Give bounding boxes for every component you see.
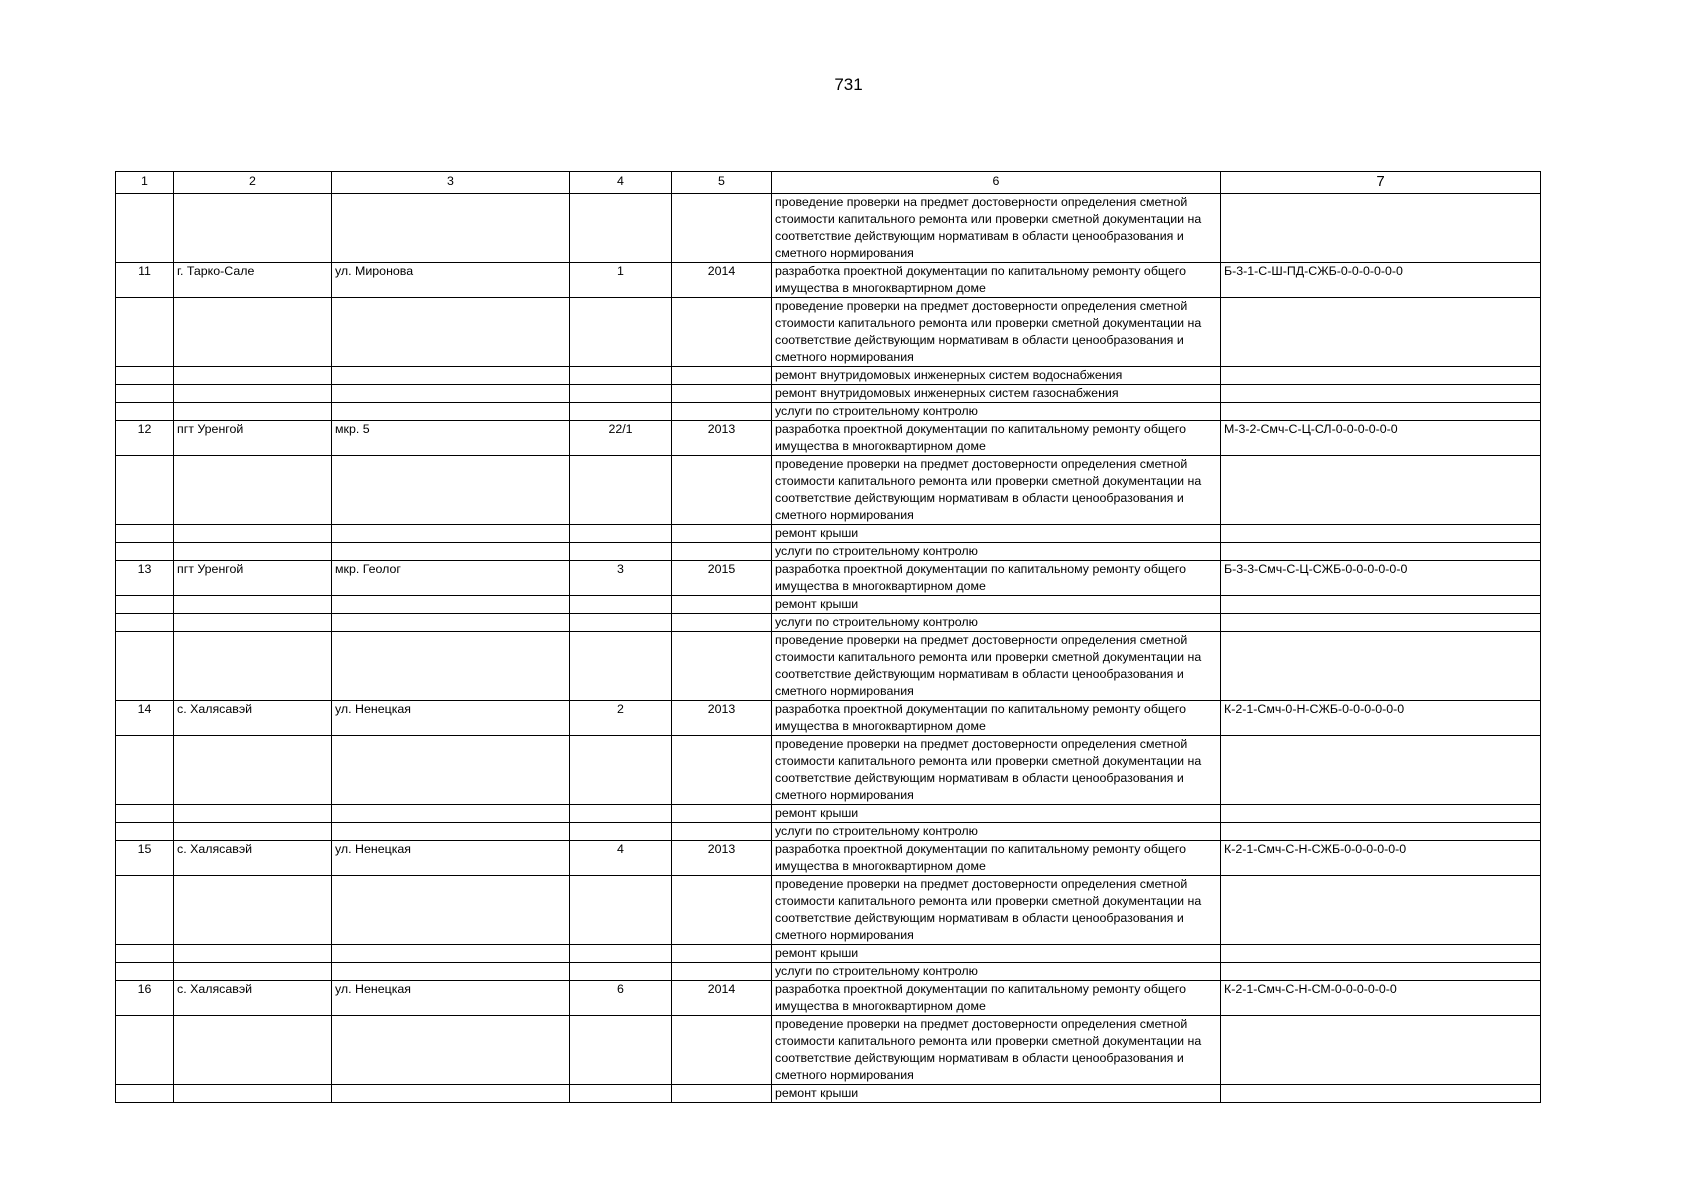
header-row <box>116 172 1541 194</box>
building-code-cell <box>1221 945 1541 963</box>
street-cell <box>332 385 570 403</box>
work-type-cell: проведение проверки на предмет достоверности определения сметной стоимости капитального ремонта или проверки сметной документации на соответствие действующим нормативам в области ценообразования и сметного нормирования <box>772 876 1221 945</box>
year-cell <box>672 614 772 632</box>
building-code-cell <box>1221 194 1541 263</box>
building-code-cell: М-3-2-Смч-С-Ц-СЛ-0-0-0-0-0-0 <box>1221 421 1541 456</box>
town-cell <box>174 367 332 385</box>
house-number-cell <box>570 596 672 614</box>
header-col-5: 5 <box>672 172 772 194</box>
street-cell <box>332 963 570 981</box>
house-number-cell <box>570 385 672 403</box>
year-cell <box>672 805 772 823</box>
row-number-cell <box>116 963 174 981</box>
work-type-cell: ремонт крыши <box>772 945 1221 963</box>
year-cell: 2015 <box>672 561 772 596</box>
building-code-cell <box>1221 876 1541 945</box>
town-cell <box>174 805 332 823</box>
work-type-cell: проведение проверки на предмет достоверности определения сметной стоимости капитального ремонта или проверки сметной документации на соответствие действующим нормативам в области ценообразования и сметного нормирования <box>772 1016 1221 1085</box>
table-row <box>116 823 1541 841</box>
house-number-cell <box>570 963 672 981</box>
year-cell: 2013 <box>672 841 772 876</box>
building-code-cell <box>1221 736 1541 805</box>
header-col-2: 2 <box>174 172 332 194</box>
year-cell <box>672 1085 772 1103</box>
work-type-cell: услуги по строительному контролю <box>772 543 1221 561</box>
work-type-cell: услуги по строительному контролю <box>772 614 1221 632</box>
street-cell <box>332 596 570 614</box>
street-cell <box>332 367 570 385</box>
table-row <box>116 385 1541 403</box>
house-number-cell <box>570 945 672 963</box>
street-cell: ул. Ненецкая <box>332 701 570 736</box>
building-code-cell <box>1221 805 1541 823</box>
table-row <box>116 403 1541 421</box>
town-cell <box>174 823 332 841</box>
work-type-cell: проведение проверки на предмет достоверности определения сметной стоимости капитального ремонта или проверки сметной документации на соответствие действующим нормативам в области ценообразования и сметного нормирования <box>772 298 1221 367</box>
street-cell <box>332 298 570 367</box>
building-code-cell <box>1221 632 1541 701</box>
house-number-cell <box>570 525 672 543</box>
house-number-cell: 6 <box>570 981 672 1016</box>
town-cell <box>174 736 332 805</box>
year-cell <box>672 367 772 385</box>
row-number-cell <box>116 632 174 701</box>
house-number-cell <box>570 367 672 385</box>
work-type-cell: разработка проектной документации по капитальному ремонту общего имущества в многоквартирном доме <box>772 421 1221 456</box>
town-cell <box>174 1016 332 1085</box>
house-number-cell: 2 <box>570 701 672 736</box>
town-cell: с. Халясавэй <box>174 841 332 876</box>
header-col-6: 6 <box>772 172 1221 194</box>
year-cell: 2014 <box>672 263 772 298</box>
work-type-cell: ремонт внутридомовых инженерных систем газоснабжения <box>772 385 1221 403</box>
town-cell: с. Халясавэй <box>174 701 332 736</box>
row-number-cell <box>116 876 174 945</box>
street-cell <box>332 403 570 421</box>
work-type-cell: ремонт крыши <box>772 596 1221 614</box>
table-row <box>116 701 1541 736</box>
building-code-cell <box>1221 456 1541 525</box>
town-cell: г. Тарко-Сале <box>174 263 332 298</box>
row-number-cell <box>116 596 174 614</box>
house-number-cell <box>570 876 672 945</box>
year-cell <box>672 298 772 367</box>
building-code-cell <box>1221 543 1541 561</box>
table-row <box>116 421 1541 456</box>
town-cell <box>174 596 332 614</box>
street-cell <box>332 736 570 805</box>
year-cell <box>672 823 772 841</box>
street-cell <box>332 1085 570 1103</box>
house-number-cell <box>570 614 672 632</box>
building-code-cell: Б-3-3-Смч-С-Ц-СЖБ-0-0-0-0-0-0 <box>1221 561 1541 596</box>
row-number-cell: 11 <box>116 263 174 298</box>
building-code-cell <box>1221 1085 1541 1103</box>
row-number-cell <box>116 298 174 367</box>
table-row <box>116 561 1541 596</box>
page-number: 731 <box>834 75 863 94</box>
row-number-cell <box>116 1085 174 1103</box>
street-cell <box>332 805 570 823</box>
house-number-cell <box>570 298 672 367</box>
building-code-cell <box>1221 298 1541 367</box>
work-type-cell: разработка проектной документации по капитальному ремонту общего имущества в многоквартирном доме <box>772 561 1221 596</box>
row-number-cell: 15 <box>116 841 174 876</box>
street-cell <box>332 456 570 525</box>
table-row <box>116 367 1541 385</box>
house-number-cell: 1 <box>570 263 672 298</box>
table-row <box>116 596 1541 614</box>
house-number-cell <box>570 1016 672 1085</box>
town-cell <box>174 385 332 403</box>
row-number-cell: 12 <box>116 421 174 456</box>
table-row <box>116 1085 1541 1103</box>
year-cell: 2013 <box>672 701 772 736</box>
town-cell <box>174 963 332 981</box>
town-cell: пгт Уренгой <box>174 561 332 596</box>
town-cell <box>174 1085 332 1103</box>
town-cell <box>174 194 332 263</box>
row-number-cell: 16 <box>116 981 174 1016</box>
building-code-cell <box>1221 385 1541 403</box>
house-number-cell <box>570 823 672 841</box>
work-type-cell: разработка проектной документации по капитальному ремонту общего имущества в многоквартирном доме <box>772 841 1221 876</box>
table-row <box>116 1016 1541 1085</box>
year-cell <box>672 963 772 981</box>
street-cell <box>332 823 570 841</box>
street-cell: ул. Ненецкая <box>332 841 570 876</box>
building-code-cell <box>1221 596 1541 614</box>
table-row <box>116 614 1541 632</box>
row-number-cell <box>116 403 174 421</box>
year-cell: 2014 <box>672 981 772 1016</box>
house-number-cell <box>570 632 672 701</box>
street-cell: мкр. 5 <box>332 421 570 456</box>
work-type-cell: проведение проверки на предмет достоверности определения сметной стоимости капитального ремонта или проверки сметной документации на соответствие действующим нормативам в области ценообразования и сметного нормирования <box>772 632 1221 701</box>
street-cell <box>332 1016 570 1085</box>
table-row <box>116 876 1541 945</box>
building-code-cell: К-2-1-Смч-С-Н-СЖБ-0-0-0-0-0-0 <box>1221 841 1541 876</box>
header-col-1: 1 <box>116 172 174 194</box>
work-type-cell: разработка проектной документации по капитальному ремонту общего имущества в многоквартирном доме <box>772 701 1221 736</box>
row-number-cell <box>116 614 174 632</box>
year-cell <box>672 525 772 543</box>
house-number-cell <box>570 805 672 823</box>
work-type-cell: разработка проектной документации по капитальному ремонту общего имущества в многоквартирном доме <box>772 981 1221 1016</box>
town-cell: пгт Уренгой <box>174 421 332 456</box>
town-cell <box>174 632 332 701</box>
year-cell <box>672 596 772 614</box>
year-cell <box>672 385 772 403</box>
table-row <box>116 263 1541 298</box>
work-type-cell: проведение проверки на предмет достоверности определения сметной стоимости капитального ремонта или проверки сметной документации на соответствие действующим нормативам в области ценообразования и сметного нормирования <box>772 456 1221 525</box>
year-cell <box>672 945 772 963</box>
work-type-cell: ремонт крыши <box>772 805 1221 823</box>
town-cell: с. Халясавэй <box>174 981 332 1016</box>
header-col-7: 7 <box>1221 172 1541 194</box>
row-number-cell <box>116 385 174 403</box>
town-cell <box>174 876 332 945</box>
town-cell <box>174 525 332 543</box>
building-code-cell: К-2-1-Смч-С-Н-СМ-0-0-0-0-0-0 <box>1221 981 1541 1016</box>
town-cell <box>174 945 332 963</box>
house-number-cell <box>570 403 672 421</box>
building-code-cell <box>1221 367 1541 385</box>
year-cell <box>672 736 772 805</box>
building-code-cell <box>1221 1016 1541 1085</box>
works-table <box>115 171 1541 1103</box>
work-type-cell: проведение проверки на предмет достоверности определения сметной стоимости капитального ремонта или проверки сметной документации на соответствие действующим нормативам в области ценообразования и сметного нормирования <box>772 194 1221 263</box>
row-number-cell <box>116 456 174 525</box>
table-row <box>116 194 1541 263</box>
work-type-cell: проведение проверки на предмет достоверности определения сметной стоимости капитального ремонта или проверки сметной документации на соответствие действующим нормативам в области ценообразования и сметного нормирования <box>772 736 1221 805</box>
row-number-cell <box>116 543 174 561</box>
table-row <box>116 543 1541 561</box>
header-col-3: 3 <box>332 172 570 194</box>
street-cell <box>332 525 570 543</box>
house-number-cell <box>570 736 672 805</box>
building-code-cell <box>1221 614 1541 632</box>
table-row <box>116 525 1541 543</box>
street-cell: мкр. Геолог <box>332 561 570 596</box>
year-cell <box>672 194 772 263</box>
row-number-cell <box>116 525 174 543</box>
year-cell: 2013 <box>672 421 772 456</box>
row-number-cell <box>116 367 174 385</box>
house-number-cell <box>570 543 672 561</box>
year-cell <box>672 403 772 421</box>
year-cell <box>672 632 772 701</box>
work-type-cell: ремонт крыши <box>772 525 1221 543</box>
row-number-cell <box>116 736 174 805</box>
table-row <box>116 456 1541 525</box>
building-code-cell <box>1221 525 1541 543</box>
building-code-cell: Б-3-1-С-Ш-ПД-СЖБ-0-0-0-0-0-0 <box>1221 263 1541 298</box>
header-col-4: 4 <box>570 172 672 194</box>
town-cell <box>174 614 332 632</box>
table-row <box>116 841 1541 876</box>
row-number-cell <box>116 194 174 263</box>
work-type-cell: ремонт внутридомовых инженерных систем водоснабжения <box>772 367 1221 385</box>
table-row <box>116 298 1541 367</box>
table-row <box>116 632 1541 701</box>
building-code-cell <box>1221 403 1541 421</box>
house-number-cell <box>570 1085 672 1103</box>
street-cell: ул. Ненецкая <box>332 981 570 1016</box>
town-cell <box>174 456 332 525</box>
house-number-cell <box>570 456 672 525</box>
work-type-cell: услуги по строительному контролю <box>772 823 1221 841</box>
table-row <box>116 963 1541 981</box>
row-number-cell <box>116 945 174 963</box>
town-cell <box>174 298 332 367</box>
work-type-cell: разработка проектной документации по капитальному ремонту общего имущества в многоквартирном доме <box>772 263 1221 298</box>
row-number-cell <box>116 805 174 823</box>
street-cell <box>332 543 570 561</box>
table-row <box>116 981 1541 1016</box>
street-cell <box>332 632 570 701</box>
row-number-cell: 14 <box>116 701 174 736</box>
work-type-cell: услуги по строительному контролю <box>772 403 1221 421</box>
year-cell <box>672 876 772 945</box>
work-type-cell: ремонт крыши <box>772 1085 1221 1103</box>
town-cell <box>174 403 332 421</box>
table-row <box>116 805 1541 823</box>
building-code-cell: К-2-1-Смч-0-Н-СЖБ-0-0-0-0-0-0 <box>1221 701 1541 736</box>
house-number-cell: 4 <box>570 841 672 876</box>
table-row <box>116 736 1541 805</box>
row-number-cell <box>116 823 174 841</box>
street-cell <box>332 945 570 963</box>
year-cell <box>672 543 772 561</box>
street-cell: ул. Миронова <box>332 263 570 298</box>
street-cell <box>332 194 570 263</box>
house-number-cell <box>570 194 672 263</box>
table-row <box>116 945 1541 963</box>
row-number-cell <box>116 1016 174 1085</box>
town-cell <box>174 543 332 561</box>
year-cell <box>672 456 772 525</box>
street-cell <box>332 876 570 945</box>
building-code-cell <box>1221 823 1541 841</box>
year-cell <box>672 1016 772 1085</box>
house-number-cell: 3 <box>570 561 672 596</box>
row-number-cell: 13 <box>116 561 174 596</box>
house-number-cell: 22/1 <box>570 421 672 456</box>
work-type-cell: услуги по строительному контролю <box>772 963 1221 981</box>
table-body <box>116 194 1541 1103</box>
works-table-container <box>115 171 1541 1103</box>
building-code-cell <box>1221 963 1541 981</box>
street-cell <box>332 614 570 632</box>
